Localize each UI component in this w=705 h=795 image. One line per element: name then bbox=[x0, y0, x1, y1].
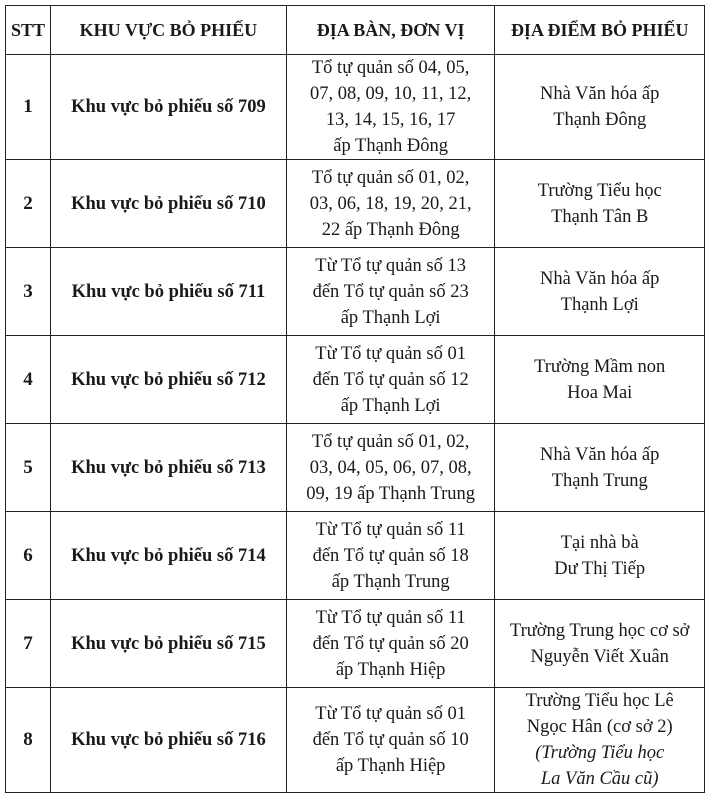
dia-ban-line: Tổ tự quản số 01, 02, bbox=[311, 431, 470, 452]
dia-diem-line: Trường Tiểu học bbox=[537, 180, 662, 201]
dia-ban-line: Từ Tổ tự quản số 01 bbox=[315, 704, 467, 724]
row-khu-vuc: Khu vực bỏ phiếu số 714 bbox=[50, 512, 286, 600]
row-stt: 7 bbox=[6, 600, 51, 688]
table-row bbox=[6, 248, 705, 336]
table-row bbox=[6, 160, 705, 248]
dia-ban-line: ấp Thạnh Lợi bbox=[340, 307, 441, 328]
row-stt: 6 bbox=[6, 512, 51, 600]
dia-ban-line: đến Tổ tự quản số 10 bbox=[312, 730, 469, 750]
table-row bbox=[6, 336, 705, 424]
row-khu-vuc: Khu vực bỏ phiếu số 709 bbox=[50, 55, 286, 160]
dia-ban-line: 03, 04, 05, 06, 07, 08, bbox=[309, 457, 472, 478]
dia-diem-line: Hoa Mai bbox=[567, 382, 633, 403]
table-row bbox=[6, 688, 705, 793]
dia-diem-line: Thạnh Trung bbox=[551, 470, 648, 491]
dia-ban-line: 09, 19 ấp Thạnh Trung bbox=[306, 483, 476, 504]
dia-ban-line: Từ Tổ tự quản số 11 bbox=[315, 607, 466, 628]
dia-ban-line: Tổ tự quản số 01, 02, bbox=[311, 167, 470, 188]
row-stt: 4 bbox=[6, 336, 51, 424]
row-khu-vuc: Khu vực bỏ phiếu số 710 bbox=[50, 160, 286, 248]
row-khu-vuc: Khu vực bỏ phiếu số 712 bbox=[50, 336, 286, 424]
row-dia-diem bbox=[495, 512, 705, 600]
polling-area-table bbox=[5, 5, 705, 793]
dia-ban-line: 07, 08, 09, 10, 11, 12, bbox=[310, 84, 472, 104]
dia-ban-line: 13, 14, 15, 16, 17 bbox=[325, 110, 456, 130]
header-stt: STT bbox=[6, 6, 51, 55]
header-dia-ban: ĐỊA BÀN, ĐƠN VỊ bbox=[286, 6, 495, 55]
row-dia-ban bbox=[286, 600, 495, 688]
dia-diem-line: Thạnh Lợi bbox=[560, 294, 639, 315]
row-dia-diem bbox=[495, 248, 705, 336]
dia-diem-line: Ngọc Hân (cơ sở 2) bbox=[526, 717, 673, 737]
dia-ban-line: Tổ tự quản số 04, 05, bbox=[311, 58, 470, 78]
row-dia-diem bbox=[495, 600, 705, 688]
dia-diem-line: Nguyễn Viết Xuân bbox=[530, 646, 669, 667]
row-dia-diem bbox=[495, 336, 705, 424]
dia-diem-line: Tại nhà bà bbox=[560, 532, 639, 553]
dia-diem-line: Thạnh Tân B bbox=[551, 206, 649, 227]
row-dia-ban bbox=[286, 424, 495, 512]
table-body bbox=[6, 55, 705, 793]
dia-ban-line: ấp Thạnh Hiệp bbox=[335, 756, 446, 776]
row-dia-ban bbox=[286, 336, 495, 424]
dia-diem-line: Thạnh Đông bbox=[553, 110, 647, 130]
row-dia-diem bbox=[495, 688, 705, 793]
dia-ban-line: Từ Tổ tự quản số 11 bbox=[315, 519, 466, 540]
dia-diem-line: Nhà Văn hóa ấp bbox=[540, 444, 660, 465]
row-khu-vuc: Khu vực bỏ phiếu số 711 bbox=[50, 248, 286, 336]
row-dia-diem bbox=[495, 424, 705, 512]
dia-diem-line: Trường Mầm non bbox=[534, 356, 666, 377]
dia-ban-line: Từ Tổ tự quản số 13 bbox=[315, 255, 467, 276]
dia-ban-line: đến Tổ tự quản số 12 bbox=[312, 369, 469, 390]
row-khu-vuc: Khu vực bỏ phiếu số 716 bbox=[50, 688, 286, 793]
row-stt: 3 bbox=[6, 248, 51, 336]
row-dia-ban bbox=[286, 512, 495, 600]
dia-ban-line: đến Tổ tự quản số 18 bbox=[312, 545, 469, 566]
row-dia-diem bbox=[495, 160, 705, 248]
dia-diem-line: Nhà Văn hóa ấp bbox=[540, 84, 660, 104]
row-khu-vuc: Khu vực bỏ phiếu số 713 bbox=[50, 424, 286, 512]
dia-diem-note-line: (Trường Tiểu học bbox=[535, 743, 665, 763]
row-stt: 1 bbox=[6, 55, 51, 160]
dia-diem-line: Trường Trung học cơ sở bbox=[509, 620, 690, 641]
header-dia-diem: ĐỊA ĐIỂM BỎ PHIẾU bbox=[495, 6, 705, 55]
dia-ban-line: đến Tổ tự quản số 20 bbox=[312, 633, 469, 654]
table-row bbox=[6, 424, 705, 512]
header-khu-vuc: KHU VỰC BỎ PHIẾU bbox=[50, 6, 286, 55]
row-dia-diem bbox=[495, 55, 705, 160]
dia-ban-line: Từ Tổ tự quản số 01 bbox=[315, 343, 467, 364]
row-dia-ban bbox=[286, 160, 495, 248]
dia-ban-line: 22 ấp Thạnh Đông bbox=[321, 219, 460, 240]
row-stt: 5 bbox=[6, 424, 51, 512]
row-khu-vuc: Khu vực bỏ phiếu số 715 bbox=[50, 600, 286, 688]
dia-diem-line: Trường Tiểu học Lê bbox=[525, 691, 674, 711]
dia-ban-line: 03, 06, 18, 19, 20, 21, bbox=[309, 193, 472, 214]
dia-diem-note-line: La Văn Cầu cũ) bbox=[540, 769, 659, 789]
dia-diem-line: Dư Thị Tiếp bbox=[554, 558, 646, 579]
row-stt: 8 bbox=[6, 688, 51, 793]
table-row bbox=[6, 512, 705, 600]
row-dia-ban bbox=[286, 248, 495, 336]
dia-ban-line: ấp Thạnh Đông bbox=[333, 136, 449, 156]
row-stt: 2 bbox=[6, 160, 51, 248]
dia-ban-line: ấp Thạnh Trung bbox=[331, 571, 450, 592]
table-header-row bbox=[6, 6, 705, 55]
table-row bbox=[6, 600, 705, 688]
table-row bbox=[6, 55, 705, 160]
dia-ban-line: ấp Thạnh Hiệp bbox=[335, 659, 446, 680]
row-dia-ban bbox=[286, 688, 495, 793]
dia-ban-line: ấp Thạnh Lợi bbox=[340, 395, 441, 416]
dia-ban-line: đến Tổ tự quản số 23 bbox=[312, 281, 469, 302]
dia-diem-line: Nhà Văn hóa ấp bbox=[540, 268, 660, 289]
row-dia-ban bbox=[286, 55, 495, 160]
